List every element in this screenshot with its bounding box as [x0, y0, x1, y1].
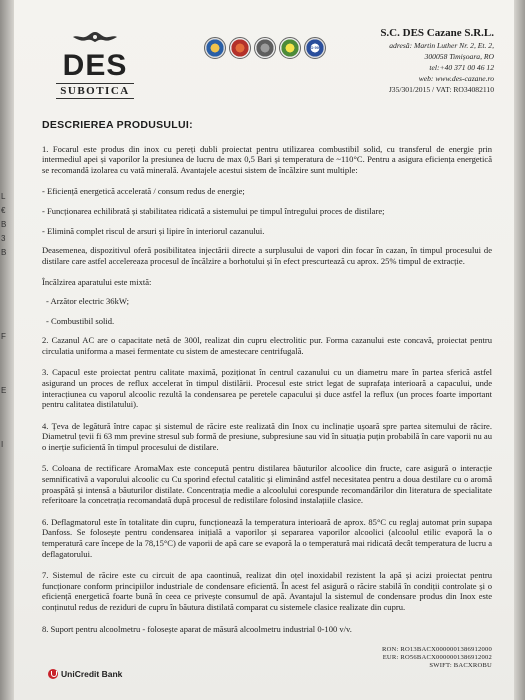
- iban-eur: EUR: RO56BACX0000001386912002: [382, 654, 492, 662]
- paragraph-2: 2. Cazanul AC are o capacitate netă de 300l, realizat din cupru electrolitic pur. Forma cazanului este concavă, proiectat pentru circulatia uniforma a masei fermentate cu sistem de amestecare centrifugală.: [42, 335, 492, 356]
- bank-details: [382, 646, 492, 671]
- paragraph-3: 3. Capacul este proiectat pentru calitate maximă, poziționat în centrul cazanului cu un diametru mare în partea sferică astfel asigurand un proces de reflux accelerat în timpul distilării. Procesul este strict legat de suprafața interioară a capacului, unde interacțiunea cu vaporul alcoolic rezultă la condensarea pe peretele capacului și duce astfel la reflux (un proces foarte important pentru calitatea distilatului).: [42, 367, 492, 410]
- company-logo: [50, 30, 140, 99]
- logo-brand: DES: [62, 49, 128, 82]
- certification-seal-icon: [279, 37, 301, 59]
- paragraph-5: 5. Coloana de rectificare AromaMax este concepută pentru distilarea băuturilor alcoolice din fructe, care asigură o interacție semnificativă a vaporului alcoolic cu Cu sporind efectul catalitic și eliminând astfel necesitatea pentru a doua destilare cu o aromă proaspătă și intensă a băuturilor distilate. Concentrația medie a alcoolului corespunde recomandărilor din literatura de specialitate referitoare la concetrația recomandată după procesul de redistilare folosind instalațiile clasice.: [42, 463, 492, 506]
- unicredit-icon: [48, 669, 58, 679]
- bank-logo: [48, 669, 122, 679]
- heating-intro: Încălzirea aparatului este mixtă:: [42, 277, 152, 288]
- logo-subtitle: SUBOTICA: [56, 83, 133, 99]
- company-address-line1: adresă: Martin Luther Nr. 2, Et. 2,: [389, 41, 494, 50]
- paragraph-1b: Deasemenea, dispozitivul oferă posibilitatea injectării directe a surplusului de vapori din focar în cazan, în timpul procesului de distilare care astfel accelereaza procesul de încălzire a borhotului și în efect prescurtează cu aprox. 25% timpul de extracție.: [42, 245, 492, 266]
- document-page: [14, 0, 514, 700]
- paragraph-6: 6. Deflagmatorul este în totalitate din cupru, funcționează la temperatura interioară de aprox. 85°C cu reglaj automat prin supapa Danfoss. Se folosește pentru condensarea inițială a vaporilor și separarea vaporilor alcoolici (alcoolul etilic evaporă la o temperatură care începe de la 78,15°C) de vaporii de apă care se evaporă la o temperatură mai ridicată decât temperatura de lucru a deflagatorului.: [42, 516, 492, 559]
- ornament-icon: [65, 30, 125, 44]
- company-registration: J35/301/2015 / VAT: RO34082110: [388, 85, 494, 94]
- bank-name: UniCredit Bank: [61, 669, 123, 679]
- certification-seal-icon: [204, 37, 226, 59]
- document-body: [42, 120, 492, 645]
- company-phone: tel:+40 371 00 46 12: [429, 63, 494, 72]
- list-item: - Funcționarea echilibrată și stabilitatea ridicată a sistemului pe timpul întregului proces de distilare;: [42, 206, 492, 217]
- iban-ron: RON: RO13BACX0000001386912000: [381, 646, 492, 653]
- company-info: [380, 26, 494, 95]
- paragraph-8: 8. Suport pentru alcoolmetru - folosește aparat de măsură alcoolmetru industrial 0-100 v/v.: [42, 623, 352, 634]
- adjacent-page-edge: [0, 0, 14, 700]
- list-item: - Arzător electric 36kW;: [42, 296, 492, 307]
- company-web: web: www.des-cazane.ro: [418, 74, 494, 83]
- certification-seal-icon: [254, 37, 276, 59]
- adjacent-page-fragments: L € B 3 B F E I: [1, 192, 7, 449]
- list-item: - Elimină complet riscul de arsuri și lipire în interiorul cazanului.: [42, 226, 492, 237]
- background-edge: [513, 0, 525, 700]
- swift-code: SWIFT: BACXROBU: [429, 662, 492, 670]
- certification-seal-icon: ISO 9001: [304, 37, 326, 59]
- company-address-line2: 300058 Timișoara, RO: [424, 52, 494, 61]
- certification-seal-icon: [229, 37, 251, 59]
- certification-badges: [204, 34, 326, 62]
- list-item: - Eficiență energetică accelerată / consum redus de energie;: [42, 186, 492, 197]
- paragraph-1: 1. Focarul este produs din inox cu pereți dubli proiectat pentru utilizarea combustibil solid, cu transferul de energie prin intermediul apei și vaporilor la presiunea de lucru de max 0,5 Bari și temperatura de ~110°C. Pentru a asigura eficiența energetică se recomandă izolarea cu vată minerală. Avantajele acestui sistem de încălzire sunt multiple:: [42, 143, 492, 175]
- paragraph-7: 7. Sistemul de răcire este cu circuit de apa caontinuă, realizat din oțel inoxidabil rezistent la apă și acizi proiectat pentru funcționare conform principiilor industriale de condensare eficientă. În acest fel asigură o răcire stabilă în condiții controlate și o eficiență energetică foarte bună în ceea ce privește consumul de apă. Avantajul la sistemul de condensare produs din Inox este conținutul redus de reziduri de cupru în băutura distilată comparat cu sistemele clasice realizate din cupru.: [42, 570, 492, 612]
- company-name: S.C. DES Cazane S.R.L.: [380, 27, 494, 39]
- paragraph-4: 4. Țeva de legătură între capac și sistemul de răcire este realizată din Inox cu inclinație ușoară spre partea sitemului de răcire. Diametrul țevii fi 63 mm previne stresul sub formă de presiune, subpresiune sau vid în situația puțin probabilă în care vaporii nu au o inerție suficientă în timpul procesului de distilare.: [42, 420, 492, 452]
- document-title: DESCRIEREA PRODUSULUI:: [42, 119, 193, 131]
- list-item: - Combustibil solid.: [42, 316, 492, 327]
